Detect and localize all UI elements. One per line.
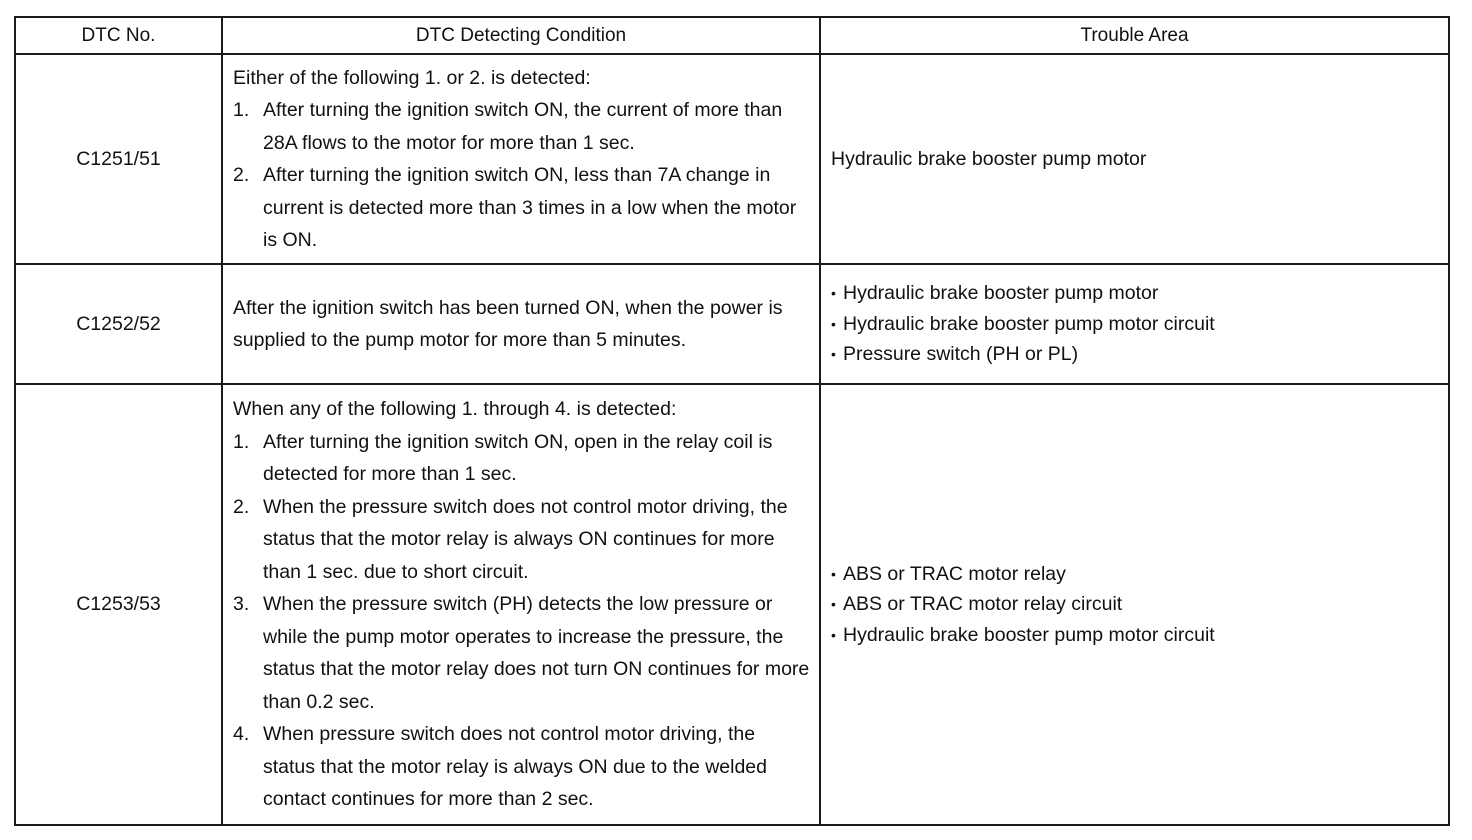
condition-item <box>233 159 811 257</box>
trouble-area-cell <box>820 264 1449 384</box>
condition-item <box>233 718 811 816</box>
condition-text: When pressure switch does not control motor driving, the status that the motor relay is always ON due to the welded contact continues for more than 2 sec. <box>263 723 768 811</box>
condition-text: After turning the ignition switch ON, the current of more than 28A flows to the motor for more than 1 sec. <box>263 99 783 154</box>
header-row <box>15 17 1449 54</box>
condition-number: 2. <box>233 495 250 518</box>
condition-text: After turning the ignition switch ON, less than 7A change in current is detected more than 3 times in a low when the motor is ON. <box>263 164 797 251</box>
condition-number: 1. <box>233 99 250 121</box>
table-row <box>15 264 1449 384</box>
condition-text: When the pressure switch does not control motor driving, the status that the motor relay is always ON continues for more than 1 sec. due to short circuit. <box>263 495 788 583</box>
dtc-code-cell: C1253/53 <box>15 384 222 825</box>
condition-item <box>233 94 811 159</box>
trouble-area-text: Hydraulic brake booster pump motor <box>843 282 1159 305</box>
header-dtc-no: DTC No. <box>15 17 222 54</box>
condition-cell <box>222 264 820 384</box>
trouble-area-item <box>831 278 1440 309</box>
condition-item <box>233 588 811 718</box>
condition-text: After turning the ignition switch ON, open in the relay coil is detected for more than 1 sec. <box>263 430 773 486</box>
trouble-area-item <box>831 589 1440 620</box>
condition-intro: When any of the following 1. through 4. is detected: <box>233 398 677 421</box>
trouble-area-text: Hydraulic brake booster pump motor circuit <box>843 623 1215 646</box>
header-trouble-area: Trouble Area <box>820 17 1449 54</box>
trouble-area-list <box>831 278 1440 370</box>
dtc-code-cell: C1252/52 <box>15 264 222 384</box>
dtc-table <box>14 16 1450 826</box>
trouble-area-text: Hydraulic brake booster pump motor circuit <box>843 312 1215 335</box>
condition-text: When the pressure switch (PH) detects the low pressure or while the pump motor operates to increase the pressure, the status that the motor relay does not turn ON continues for more than 0.2 sec. <box>263 593 810 713</box>
header-detecting-condition: DTC Detecting Condition <box>222 17 820 54</box>
condition-number: 1. <box>233 430 250 453</box>
trouble-area-text: Pressure switch (PH or PL) <box>843 343 1079 366</box>
condition-cell <box>222 384 820 825</box>
condition-number: 4. <box>233 723 250 746</box>
trouble-area-text: Hydraulic brake booster pump motor <box>831 147 1147 170</box>
bullet-icon: • <box>831 596 836 613</box>
trouble-area-item <box>831 620 1440 651</box>
bullet-icon: • <box>831 285 836 302</box>
table-row <box>15 384 1449 825</box>
trouble-area-item <box>831 559 1440 590</box>
condition-list <box>233 94 811 257</box>
trouble-area-text: ABS or TRAC motor relay circuit <box>843 593 1123 616</box>
condition-cell <box>222 54 820 264</box>
trouble-area-cell <box>820 54 1449 264</box>
condition-list <box>233 426 811 816</box>
trouble-area-item <box>831 309 1440 340</box>
trouble-area-list <box>831 559 1440 651</box>
condition-item <box>233 491 811 589</box>
condition-item <box>233 426 811 491</box>
trouble-area-item <box>831 339 1440 370</box>
bullet-icon: • <box>831 626 836 643</box>
bullet-icon: • <box>831 565 836 582</box>
trouble-area-cell <box>820 384 1449 825</box>
condition-intro: After the ignition switch has been turned ON, when the power is supplied to the pump motor for more than 5 minutes. <box>233 296 783 351</box>
bullet-icon: • <box>831 315 836 332</box>
dtc-code-cell: C1251/51 <box>15 54 222 264</box>
bullet-icon: • <box>831 346 836 363</box>
condition-intro: Either of the following 1. or 2. is detected: <box>233 66 591 89</box>
condition-number: 3. <box>233 593 250 616</box>
trouble-area-text: ABS or TRAC motor relay <box>843 562 1066 585</box>
table-row <box>15 54 1449 264</box>
condition-number: 2. <box>233 164 250 186</box>
